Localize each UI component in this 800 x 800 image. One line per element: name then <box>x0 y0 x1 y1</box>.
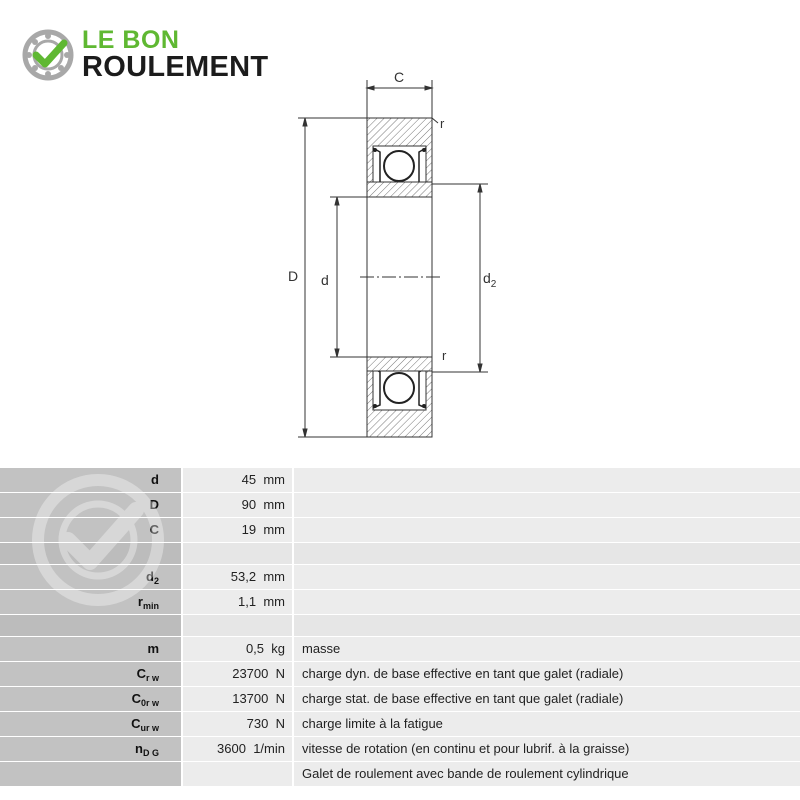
table-row-C <box>0 518 800 542</box>
description-cell <box>294 565 800 589</box>
table-row-c0rw <box>0 687 800 711</box>
table-row-curw <box>0 712 800 736</box>
table-row-note <box>0 762 800 786</box>
symbol-cell: d <box>0 468 181 492</box>
symbol-cell: $n_{D G}$ <box>0 737 181 761</box>
label-d2: $d_2$ <box>483 270 497 290</box>
description-cell <box>294 468 800 492</box>
description-cell <box>294 590 800 614</box>
description-cell <box>294 518 800 542</box>
value-cell: 0,5 kg <box>183 637 292 661</box>
value-cell: 45 mm <box>183 468 292 492</box>
description-cell: vitesse de rotation (en continu et pour lubrif. à la graisse) <box>294 737 800 761</box>
symbol-cell: $C_{0r w}$ <box>0 687 181 711</box>
dimension-c <box>367 80 432 118</box>
table-row-rmin <box>0 590 800 614</box>
value-cell: 13700 N <box>183 687 292 711</box>
label-c: C <box>393 69 405 85</box>
specification-table <box>0 468 800 787</box>
description-cell: charge limite à la fatigue <box>294 712 800 736</box>
label-r-mid: r <box>442 348 447 363</box>
value-cell: 19 mm <box>183 518 292 542</box>
table-row-ndg <box>0 737 800 761</box>
table-row-D <box>0 493 800 517</box>
symbol-cell: C <box>0 518 181 542</box>
dimension-d-outer <box>298 118 367 437</box>
label-d-outer: D <box>288 268 299 284</box>
table-row-m <box>0 637 800 661</box>
brand-line1: LE BON <box>82 26 180 54</box>
dimension-d2 <box>432 184 488 372</box>
brand-line2: ROULEMENT <box>82 51 269 83</box>
value-cell: 23700 N <box>183 662 292 686</box>
symbol-cell: D <box>0 493 181 517</box>
symbol-cell: m <box>0 637 181 661</box>
table-row-d2 <box>0 565 800 589</box>
symbol-cell: $C_{r w}$ <box>0 662 181 686</box>
table-spacer <box>0 543 800 564</box>
value-cell: 53,2 mm <box>183 565 292 589</box>
value-cell: 3600 1/min <box>183 737 292 761</box>
bearing-lower-section <box>367 357 432 437</box>
bearing-upper-section <box>367 118 432 197</box>
table-spacer <box>0 615 800 636</box>
value-cell: 730 N <box>183 712 292 736</box>
description-cell <box>294 493 800 517</box>
table-row-crw <box>0 662 800 686</box>
label-d-inner: d <box>321 272 329 288</box>
description-cell: masse <box>294 637 800 661</box>
value-cell: 90 mm <box>183 493 292 517</box>
description-cell: charge dyn. de base effective en tant que galet (radiale) <box>294 662 800 686</box>
table-row-d <box>0 468 800 492</box>
label-r-top: r <box>440 116 445 131</box>
value-cell: 1,1 mm <box>183 590 292 614</box>
symbol-cell: $C_{ur w}$ <box>0 712 181 736</box>
symbol-cell: $d_2$ <box>0 565 181 589</box>
symbol-cell: $r_{min}$ <box>0 590 181 614</box>
value-cell <box>183 762 292 786</box>
symbol-cell <box>0 762 181 786</box>
description-cell: Galet de roulement avec bande de roulement cylindrique <box>294 762 800 786</box>
description-cell: charge stat. de base effective en tant que galet (radiale) <box>294 687 800 711</box>
